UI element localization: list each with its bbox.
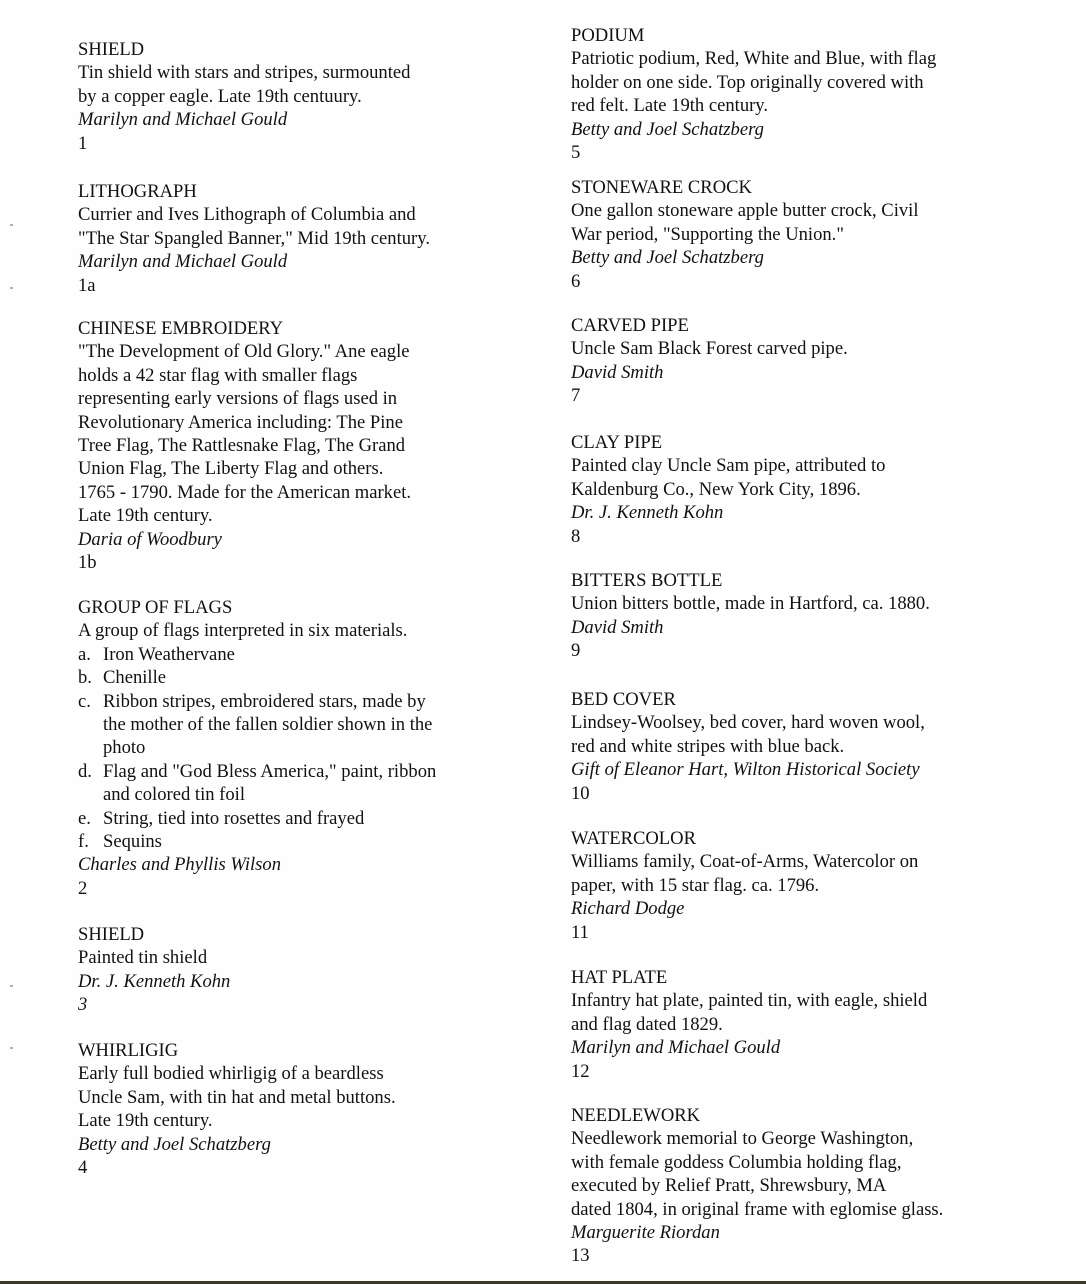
entry-owner: Marilyn and Michael Gould [78,109,288,131]
entry-owner: David Smith [571,616,664,638]
entry-title: GROUP OF FLAGS [78,597,233,618]
catalog-entry [78,596,498,900]
entry-description-line: holds a 42 star flag with smaller flags [78,364,358,386]
entry-description-line: Late 19th century. [78,505,213,527]
entry-owner: Gift of Eleanor Hart, Wilton Historical Society [571,759,920,781]
entry-description-line: "The Development of Old Glory." Ane eagle [78,341,410,363]
scan-speck [10,287,13,289]
sub-item-label: f. [78,831,89,853]
catalog-entry [78,317,498,574]
entry-description-line: by a copper eagle. Late 19th centuury. [78,85,362,107]
entry-description-line: Currier and Ives Lithograph of Columbia and [78,204,416,226]
scan-speck [10,1047,13,1049]
entry-number: 11 [571,921,589,943]
sub-item-text: Iron Weathervane [103,643,235,665]
entry-title: PODIUM [571,25,645,46]
entry-description-line: One gallon stoneware apple butter crock, Civil [571,200,919,222]
sub-item [78,760,498,807]
entry-description-line: Lindsey-Woolsey, bed cover, hard woven wool, [571,712,925,734]
entry-title: CLAY PIPE [571,432,663,453]
entry-description-line: executed by Relief Pratt, Shrewsbury, MA [571,1175,887,1197]
entry-description-line: representing early versions of flags used in [78,388,398,410]
sub-item [78,643,498,666]
entry-number: 12 [571,1060,590,1082]
entry-title: WATERCOLOR [571,828,696,849]
entry-owner: Daria of Woodbury [78,528,222,550]
sub-item-text: String, tied into rosettes and frayed [103,807,365,829]
catalog-entry [571,24,1011,164]
entry-description-line: holder on one side. Top originally covered with [571,71,924,93]
sub-item-text: the mother of the fallen soldier shown in the [103,714,433,736]
sub-item-label: d. [78,760,92,782]
entry-title: BED COVER [571,689,676,710]
entry-description-line: Uncle Sam Black Forest carved pipe. [571,338,848,360]
entry-title: CHINESE EMBROIDERY [78,318,284,339]
entry-description-line: A group of flags interpreted in six materials. [78,620,408,642]
entry-description-line: with female goddess Columbia holding flag, [571,1151,902,1173]
sub-item-text: Chenille [103,667,166,689]
entry-owner: David Smith [571,361,664,383]
entry-description-line: Infantry hat plate, painted tin, with eagle, shield [571,990,928,1012]
entry-number: 2 [78,877,88,899]
catalog-entry [571,688,1011,805]
entry-number: 6 [571,270,581,292]
entry-description-line: and flag dated 1829. [571,1013,723,1035]
entry-owner: Dr. J. Kenneth Kohn [78,970,231,992]
catalog-entry [571,569,1011,663]
catalog-entry [571,431,1011,548]
entry-number: 1b [78,552,97,574]
scan-speck [10,224,13,226]
entry-owner: Betty and Joel Schatzberg [78,1133,271,1155]
entry-description-line: Needlework memorial to George Washington, [571,1128,914,1150]
entry-number: 1a [78,274,96,296]
catalog-entry [571,314,1011,408]
entry-owner: Betty and Joel Schatzberg [571,247,764,269]
entry-title: STONEWARE CROCK [571,177,752,198]
sub-item [78,807,498,830]
entry-description-line: Tree Flag, The Rattlesnake Flag, The Grand [78,435,406,457]
sub-item-text: Sequins [103,831,162,853]
catalog-entry [78,38,498,155]
entry-description-line: War period, "Supporting the Union." [571,223,844,245]
catalog-entry [78,180,498,297]
entry-description-line: Revolutionary America including: The Pine [78,411,403,433]
sub-item-label: e. [78,807,91,829]
entry-description-line: red felt. Late 19th century. [571,95,769,117]
sub-item-text: and colored tin foil [103,784,245,806]
entry-number: 9 [571,640,581,662]
entry-description-line: Union bitters bottle, made in Hartford, ca. 1880. [571,593,930,615]
entry-owner: Marilyn and Michael Gould [78,251,288,273]
catalog-entry [571,176,1011,293]
entry-number: 10 [571,782,590,804]
entry-owner: Betty and Joel Schatzberg [571,118,764,140]
entry-title: WHIRLIGIG [78,1040,179,1061]
entry-title: SHIELD [78,39,145,60]
sub-item-label: b. [78,667,92,689]
entry-number: 4 [78,1157,88,1179]
entry-title: HAT PLATE [571,967,668,988]
sub-item [78,830,498,853]
catalog-entry [571,966,1011,1083]
entry-owner: Richard Dodge [571,898,685,920]
sub-item-label: a. [78,643,91,665]
catalog-entry [571,1104,1011,1268]
entry-description-line: Late 19th century. [78,1110,213,1132]
entry-description-line: Uncle Sam, with tin hat and metal buttons. [78,1086,396,1108]
entry-description-line: dated 1804, in original frame with eglomise glass. [571,1198,944,1220]
entry-description-line: Early full bodied whirligig of a beardless [78,1063,384,1085]
entry-number: 13 [571,1245,590,1267]
sub-item-text: Ribbon stripes, embroidered stars, made by [103,690,426,712]
catalog-entry [78,923,498,1017]
sub-item [78,690,498,760]
entry-description-line: red and white stripes with blue back. [571,735,845,757]
entry-description-line: 1765 - 1790. Made for the American market. [78,481,412,503]
entry-number: 7 [571,385,581,407]
entry-description-line: Williams family, Coat-of-Arms, Watercolor on [571,851,919,873]
entry-description-line: Painted tin shield [78,947,208,969]
catalog-entry [571,827,1011,944]
entry-description-line: Painted clay Uncle Sam pipe, attributed to [571,455,886,477]
entry-number: 1 [78,132,88,154]
entry-number: 8 [571,525,581,547]
entry-description-line: Patriotic podium, Red, White and Blue, with flag [571,48,937,70]
entry-description-line: Union Flag, The Liberty Flag and others. [78,458,384,480]
entry-number: 5 [571,142,581,164]
entry-title: NEEDLEWORK [571,1105,701,1126]
entry-owner: Dr. J. Kenneth Kohn [571,502,724,524]
sub-item-label: c. [78,690,91,712]
entry-owner: Marilyn and Michael Gould [571,1037,781,1059]
sub-item-text: photo [103,737,146,759]
scan-speck [10,985,13,987]
entry-owner: Marguerite Riordan [571,1222,720,1244]
entry-description-line: Kaldenburg Co., New York City, 1896. [571,478,861,500]
entry-description-line: Tin shield with stars and stripes, surmounted [78,62,411,84]
entry-number: 3 [78,994,88,1016]
sub-item-text: Flag and "God Bless America," paint, ribbon [103,760,437,782]
entry-description-line: "The Star Spangled Banner," Mid 19th century. [78,227,430,249]
sub-item [78,666,498,689]
entry-description-line: paper, with 15 star flag. ca. 1796. [571,874,820,896]
entry-owner: Charles and Phyllis Wilson [78,854,281,876]
entry-title: BITTERS BOTTLE [571,570,723,591]
catalog-entry [78,1039,498,1179]
entry-title: CARVED PIPE [571,315,689,336]
entry-title: LITHOGRAPH [78,181,197,202]
entry-title: SHIELD [78,924,145,945]
